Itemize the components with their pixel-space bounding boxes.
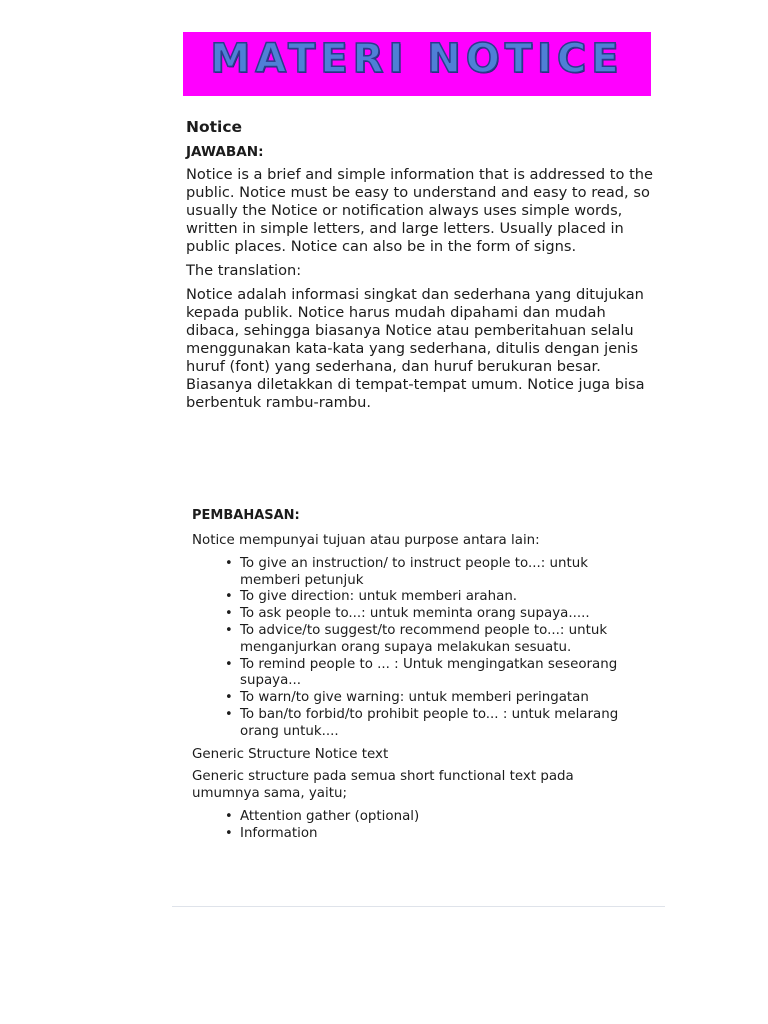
pembahasan-label: PEMBAHASAN: (192, 508, 300, 523)
section-heading: Notice (186, 118, 243, 136)
list-item: • To give direction: untuk memberi arahan. (240, 589, 642, 606)
page-title: MATERI NOTICE (210, 36, 624, 82)
jawaban-label: JAWABAN: (186, 144, 264, 160)
definition-section (186, 118, 656, 418)
list-item: • Attention gather (optional) (240, 809, 642, 826)
list-item: • To advice/to suggest/to recommend people to...: untuk menganjurkan orang supaya melakukan sesuatu. (240, 623, 642, 657)
structure-list (192, 809, 642, 843)
translation-label: The translation: (186, 262, 302, 279)
purpose-list (192, 556, 642, 741)
indonesian-definition: Notice adalah informasi singkat dan sederhana yang ditujukan kepada publik. Notice harus mudah dipahami dan mudah dibaca, sehingga biasanya Notice atau pemberitahuan selalu menggunakan kata-kata yang sederhana, ditulis dengan jenis huruf (font) yang sederhana, dan huruf berukuran besar. Biasanya diletakkan di tempat-tempat umum. Notice juga bisa berbentuk rambu-rambu. (186, 286, 645, 411)
list-item: • To remind people to ... : Untuk mengingatkan seseorang supaya... (240, 657, 642, 691)
title-banner (183, 32, 651, 96)
list-item: • To give an instruction/ to instruct people to...: untuk memberi petunjuk (240, 556, 642, 590)
discussion-section (192, 507, 642, 849)
list-item: • Information (240, 826, 642, 843)
list-item: • To ask people to...: untuk meminta orang supaya..... (240, 606, 642, 623)
list-item: • To ban/to forbid/to prohibit people to... : untuk melarang orang untuk.... (240, 707, 642, 741)
english-definition: Notice is a brief and simple information that is addressed to the public. Notice must be easy to understand and easy to read, so usually the Notice or notification always uses simple words, written in simple letters, and large letters. Usually placed in public places. Notice can also be in the form of signs. (186, 166, 654, 255)
generic-structure-title: Generic Structure Notice text (192, 746, 389, 762)
page-divider (172, 906, 665, 907)
purpose-intro: Notice mempunyai tujuan atau purpose antara lain: (192, 533, 540, 548)
list-item: • To warn/to give warning: untuk memberi peringatan (240, 690, 642, 707)
generic-structure-intro: Generic structure pada semua short functional text pada umumnya sama, yaitu; (192, 769, 574, 802)
